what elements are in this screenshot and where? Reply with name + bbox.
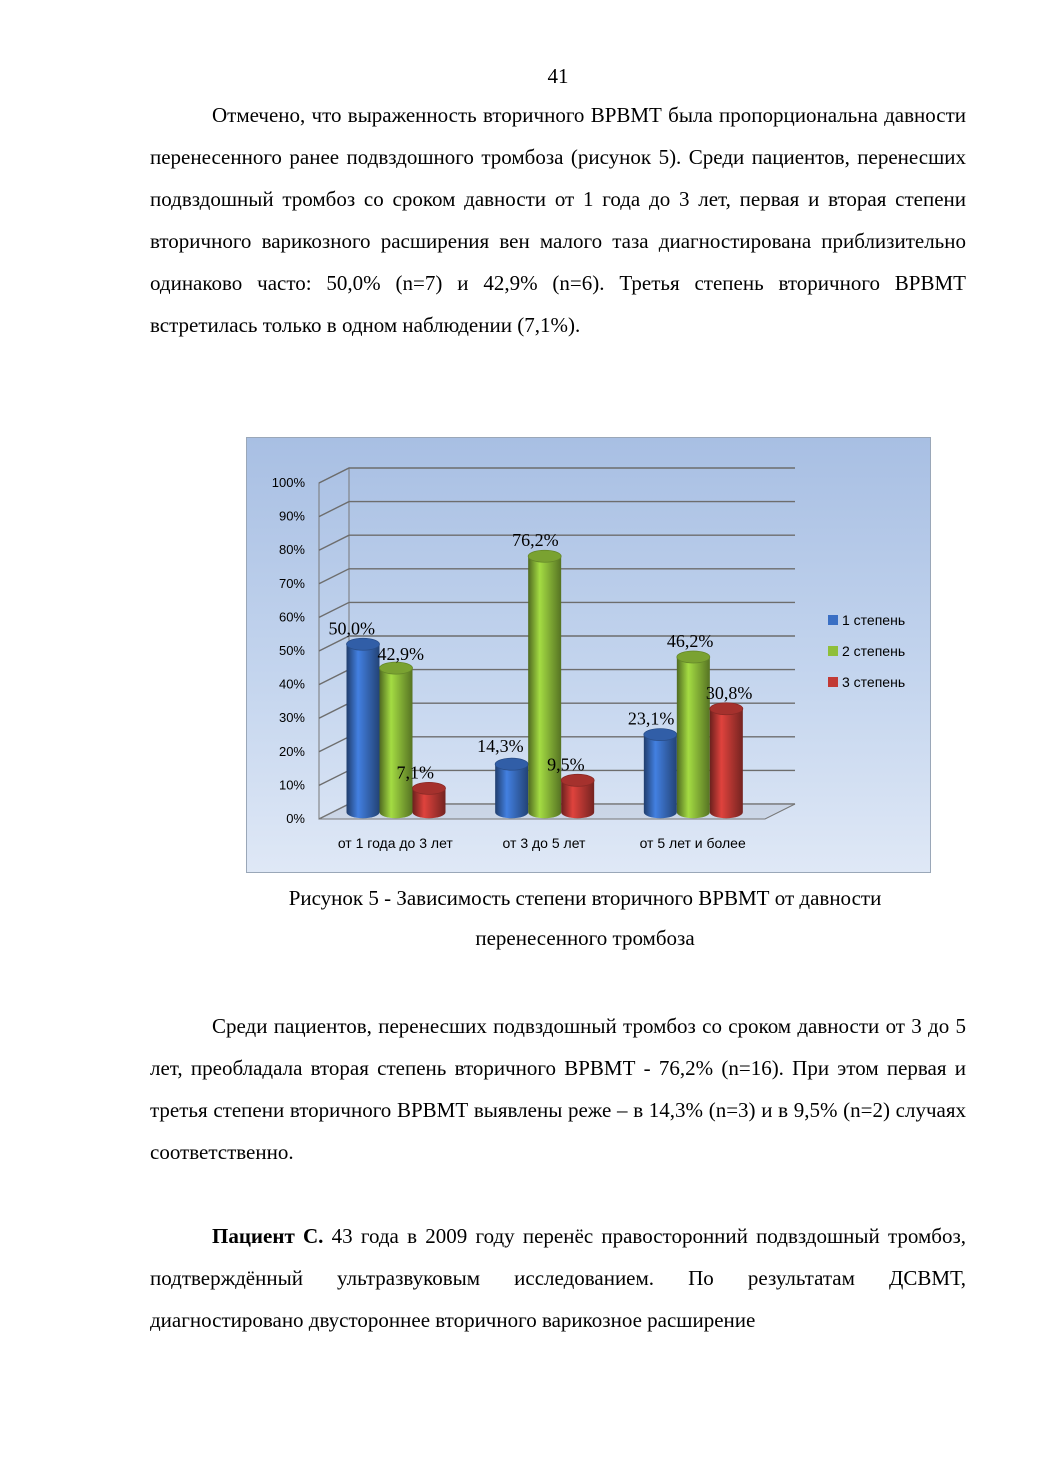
patient-label: Пациент С. xyxy=(212,1224,324,1248)
y-tick-label: 70% xyxy=(278,575,305,591)
bar-top xyxy=(561,774,594,786)
data-label: 30,8% xyxy=(705,682,753,703)
bar-top xyxy=(495,758,528,770)
bar-top xyxy=(677,651,710,663)
gridline xyxy=(319,468,795,483)
bar xyxy=(710,709,743,818)
legend-label: 2 степень xyxy=(842,643,906,659)
bar-top xyxy=(413,782,446,794)
data-label: 76,2% xyxy=(512,530,559,551)
bar xyxy=(528,556,561,818)
y-tick-label: 60% xyxy=(278,609,305,625)
bar-top xyxy=(347,638,380,650)
caption-line-1: Рисунок 5 - Зависимость степени вторичного ВРВМТ от давности xyxy=(288,886,882,910)
figure-caption xyxy=(150,878,1020,958)
x-tick-label: от 3 до 5 лет xyxy=(502,835,586,851)
y-tick-label: 20% xyxy=(278,743,305,759)
paragraph-2 xyxy=(150,1005,966,1173)
legend-swatch xyxy=(828,646,838,656)
bar-chart-svg xyxy=(247,438,930,872)
page-number: 41 xyxy=(547,64,569,88)
data-label: 50,0% xyxy=(328,618,375,639)
data-label: 9,5% xyxy=(547,754,585,775)
data-label: 7,1% xyxy=(396,762,434,783)
bar xyxy=(347,644,380,818)
bar-top xyxy=(710,703,743,715)
legend-label: 3 степень xyxy=(842,674,906,690)
x-tick-label: от 5 лет и более xyxy=(639,835,746,851)
bar-top xyxy=(528,550,561,562)
y-tick-label: 80% xyxy=(278,542,305,558)
y-tick-label: 40% xyxy=(278,676,305,692)
bar xyxy=(380,668,413,818)
bar xyxy=(644,735,677,819)
y-tick-label: 10% xyxy=(278,777,305,793)
y-tick-label: 90% xyxy=(278,508,305,524)
caption-line-2: перенесенного тромбоза xyxy=(475,926,695,950)
legend-label: 1 степень xyxy=(842,612,906,628)
figure-5-chart xyxy=(246,437,931,873)
y-tick-label: 0% xyxy=(286,811,305,826)
legend-swatch xyxy=(828,677,838,687)
bar-top xyxy=(644,729,677,741)
paragraph-3-text: 43 года в 2009 году перенёс правосторонний подвздошный тромбоз, подтверждённый ультразвуковым исследованием. По результатам ДСВМТ, диагностировано двустороннее вторичного варикозное расширение xyxy=(150,1224,966,1332)
gridline xyxy=(319,502,795,517)
paragraph-1-text: Отмечено, что выраженность вторичного ВРВМТ была пропорциональна давности перенесенного ранее подвздошного тромбоза (рисунок 5). Среди пациентов, перенесших подвздошный тромбоз со сроком давности от 1 года до 3 лет, первая и вторая степени вторичного варикозного расширения вен малого таза диагностирована приблизительно одинаково часто: 50,0% (n=7) и 42,9% (n=6). Третья степень вторичного ВРВМТ встретилась только в одном наблюдении (7,1%). xyxy=(150,103,966,337)
paragraph-2-text: Среди пациентов, перенесших подвздошный тромбоз со сроком давности от 3 до 5 лет, преобладала вторая степень вторичного ВРВМТ - 76,2% (n=16). При этом первая и третья степени вторичного ВРВМТ выявлены реже – в 14,3% (n=3) и в 9,5% (n=2) случаях соответственно. xyxy=(150,1014,966,1164)
data-label: 42,9% xyxy=(377,644,424,665)
legend-swatch xyxy=(828,615,838,625)
data-label: 23,1% xyxy=(627,708,675,729)
x-tick-label: от 1 года до 3 лет xyxy=(337,835,453,851)
y-tick-label: 100% xyxy=(271,475,305,490)
paragraph-1 xyxy=(150,94,966,346)
data-label: 14,3% xyxy=(477,736,524,757)
y-tick-label: 30% xyxy=(278,710,305,726)
data-label: 46,2% xyxy=(666,631,714,652)
bar xyxy=(677,657,710,818)
y-tick-label: 50% xyxy=(278,643,305,658)
paragraph-3 xyxy=(150,1215,966,1341)
bar xyxy=(495,764,528,818)
